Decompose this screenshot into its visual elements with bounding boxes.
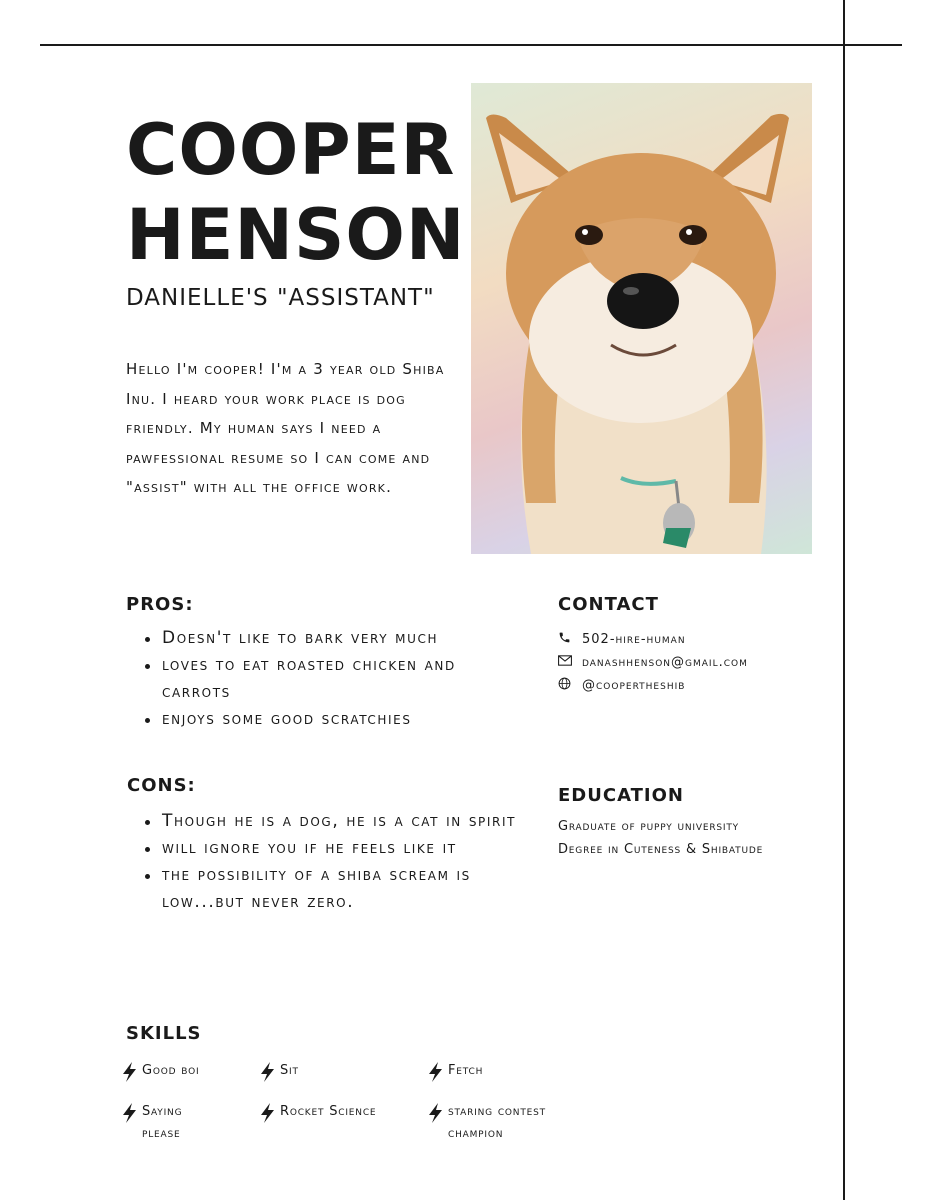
cons-list	[126, 808, 531, 916]
lightning-icon	[428, 1062, 448, 1090]
mail-icon	[558, 655, 582, 670]
skill-item	[122, 1101, 212, 1145]
lightning-icon	[122, 1062, 142, 1090]
top-rule	[40, 44, 902, 46]
list-item: the possibility of a shiba scream is low...but never zero.	[126, 862, 531, 916]
skill-label: Sit	[280, 1063, 299, 1078]
list-item: Doesn't like to bark very much	[126, 625, 516, 652]
skill-label: Good boi	[142, 1063, 200, 1078]
lightning-icon	[122, 1103, 142, 1131]
skill-item	[428, 1101, 583, 1145]
lightning-icon	[260, 1062, 280, 1090]
contact-phone	[558, 628, 748, 651]
social-text: @coopertheshib	[582, 678, 686, 693]
lightning-icon	[428, 1103, 448, 1131]
contact-social	[558, 674, 748, 697]
pros-heading: PROS:	[126, 594, 194, 615]
job-title: DANIELLE'S "ASSISTANT"	[126, 285, 435, 311]
skill-label: Fetch	[448, 1063, 484, 1078]
first-name: COOPER	[126, 109, 456, 191]
skill-item	[428, 1060, 558, 1090]
education-line: Degree in Cuteness & Shibatude	[558, 842, 764, 857]
skill-item	[260, 1101, 430, 1131]
bio-text: Hello I'm cooper! I'm a 3 year old Shiba Inu. I heard your work place is dog friendly. My human says I need a pawfessional resume so I can come and "assist" with all the office work.	[126, 360, 445, 496]
last-name: HENSON	[126, 194, 466, 276]
list-item: loves to eat roasted chicken and carrots	[126, 652, 516, 706]
name-heading	[126, 108, 466, 278]
dog-photo	[471, 83, 812, 554]
skill-item	[122, 1060, 252, 1090]
skill-label: Saying please	[142, 1104, 183, 1141]
education-heading: EDUCATION	[558, 785, 684, 806]
globe-icon	[558, 677, 582, 694]
skill-item	[260, 1060, 390, 1090]
lightning-icon	[260, 1103, 280, 1131]
pros-list	[126, 625, 516, 733]
skill-label: Rocket Science	[280, 1104, 377, 1119]
list-item: Though he is a dog, he is a cat in spirit	[126, 808, 531, 835]
phone-text: 502-hire-human	[582, 632, 686, 647]
phone-icon	[558, 631, 582, 648]
right-rule	[843, 0, 845, 1200]
contact-heading: CONTACT	[558, 594, 659, 615]
list-item: will ignore you if he feels like it	[126, 835, 531, 862]
cons-heading: CONS:	[127, 775, 196, 796]
education-details	[558, 815, 763, 861]
skills-heading: SKILLS	[126, 1023, 202, 1044]
contact-email	[558, 651, 748, 674]
skill-label: staring contest champion	[448, 1104, 546, 1141]
list-item: enjoys some good scratchies	[126, 706, 516, 733]
contact-list	[558, 628, 748, 697]
education-line: Graduate of puppy university	[558, 819, 739, 834]
email-text: danashhenson@gmail.com	[582, 655, 748, 670]
